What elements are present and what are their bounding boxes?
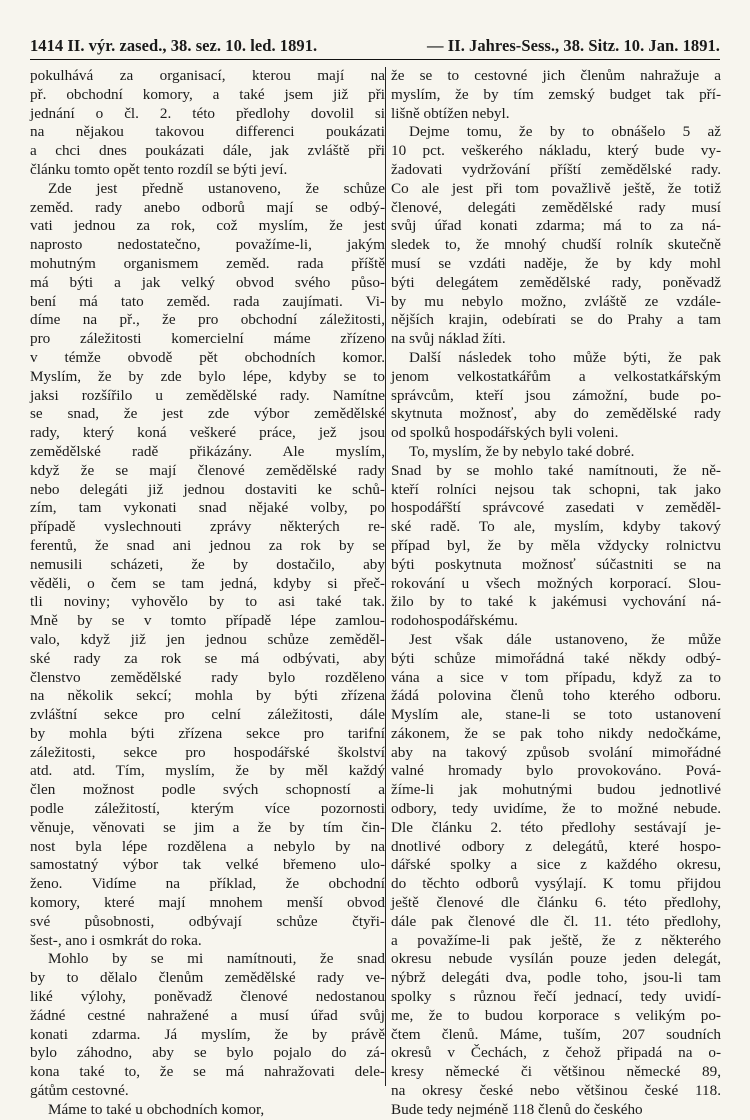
text-line: aby na takový způsob svolání mimořádné xyxy=(391,743,721,761)
text-line: rokování u všech možných korporací. Slou- xyxy=(391,574,721,592)
text-line: nějších krajin, odebírati se do Prahy a tam xyxy=(391,311,721,329)
text-line: žíme-li jak mohutnými budou jednotlivé xyxy=(391,781,721,799)
text-line: vána a sice v tom případu, když za to xyxy=(391,668,721,686)
text-line: bylo záhodno, aby se bylo pojalo do zá- xyxy=(30,1044,385,1062)
text-line: okresu nebude vysílán pouze jeden delegát, xyxy=(391,950,721,968)
text-line: Dejme tomu, že by to obnášelo 5 až xyxy=(409,123,721,141)
text-line: gátům cestovné. xyxy=(30,1082,129,1100)
running-header xyxy=(30,30,720,56)
text-line: správcům, kteří jsou zámožní, bude po- xyxy=(391,386,721,404)
text-line: Jest však dále ustanoveno, že může xyxy=(409,630,721,648)
text-line: členové, delegáti zemědělské rady musí xyxy=(391,198,721,216)
text-line: nost byla lépe rozdělena a nebylo by na xyxy=(30,837,385,855)
text-line: Bude tedy nejméně 118 členů do českého xyxy=(391,1100,643,1118)
text-line: Mohlo by se mi namítnouti, že snad xyxy=(48,950,385,968)
text-line: nemusili scházeti, že by dostačilo, aby xyxy=(30,555,385,573)
text-line: ženo. Vidíme na příklad, že obchodní xyxy=(30,875,385,893)
text-line: od spolků hospodářských byli voleni. xyxy=(391,424,619,442)
text-line: skytnuta možnosť, aby do zemědělské rady xyxy=(391,405,721,423)
text-line: se snad, že jest zde výbor zemědělské xyxy=(30,405,385,423)
text-line: ské radě. To ale, myslím, kdyby takový xyxy=(391,518,721,536)
text-line: na okresy české nebo většinou české 118. xyxy=(391,1082,721,1100)
text-line: členstvo zemědělské rady bylo rozděleno xyxy=(30,668,385,686)
text-line: věnuje, věnovati se jim a že by tím čin- xyxy=(30,818,385,836)
text-line: býti poskytnuta možnosť súčastniti se na xyxy=(391,555,721,573)
text-line: kteří rolníci nejsou tak schopni, tak jako xyxy=(391,480,721,498)
text-line: ještě členové dle článku 6. této předlohy, xyxy=(391,894,721,912)
text-line: ferentů, že snad ani jednou za rok by se xyxy=(30,536,385,554)
text-line: nýbrž delegáti dva, podle toho, jsou-li tam xyxy=(391,969,721,987)
text-line: sledek to, že mnohý chudší rolník skutečně xyxy=(391,236,721,254)
text-line: případě vyslechnouti zprávy některých re- xyxy=(30,518,385,536)
text-line: valné hromady bylo provokováno. Pová- xyxy=(391,762,721,780)
text-line: kresy německé či většinou německé 89, xyxy=(391,1063,721,1081)
text-line: čtem členů. Máme, tuším, 207 soudních xyxy=(391,1025,721,1043)
text-line: zákonem, že se pak toho nikdy nedočkáme, xyxy=(391,724,721,742)
text-line: samostatný výbor tak velké břemeno ulo- xyxy=(30,856,385,874)
text-line: žilo by to také k jakémusi vychování ná- xyxy=(391,593,721,611)
text-line: na nějakou takovou differenci poukázati xyxy=(30,123,385,141)
text-line: by mohla býti zřízena sekce pro tarifní xyxy=(30,724,385,742)
text-line: jednání o čl. 2. této předlohy dovolil si xyxy=(30,104,385,122)
text-line: dářské spolky a sice z každého okresu, xyxy=(391,856,721,874)
text-line: musí se vzdáti naděje, že by kdy mohl xyxy=(391,254,721,272)
text-line: na svůj náklad žíti. xyxy=(391,330,506,348)
text-line: lišně obtížen nebyl. xyxy=(391,104,510,122)
text-line: rady, který koná veškeré práce, jež jsou xyxy=(30,424,385,442)
text-line: býti delegátem zemědělské rady, poněvadž xyxy=(391,273,721,291)
text-line: pro záležitosti komercielní máme zřízeno xyxy=(30,330,385,348)
text-line: zeměd. rady anebo odborů mají se odbý- xyxy=(30,198,385,216)
text-line: dále pak členové dle čl. 11. této předlohy, xyxy=(391,912,721,930)
text-line: svůj úřad konati zdarma; má to za ná- xyxy=(391,217,721,235)
text-line: Zde jest předně ustanoveno, že schůze xyxy=(48,179,385,197)
text-line: článku tomto opět tento rozdíl se býti jeví. xyxy=(30,160,288,178)
text-line: Mně by se v tomto případě lépe zamlou- xyxy=(30,612,385,630)
text-line: případ byl, že by měla vždycky rolnictvu xyxy=(391,536,721,554)
text-line: kona také to, že se má nahražovati dele- xyxy=(30,1063,385,1081)
text-line: když že se mají členové zemědělské rady xyxy=(30,461,385,479)
text-line: zím, tam vykonati snad nějaké volby, po xyxy=(30,499,385,517)
text-line: záležitosti, sekce pro hospodářské školství xyxy=(30,743,385,761)
text-line: komory, které mají mnohem menší obvod xyxy=(30,894,385,912)
text-line: nebo delegáti již jednou dostaviti ke schů- xyxy=(30,480,385,498)
text-line: do těchto odborů vysýlají. K tomu přijdou xyxy=(391,875,721,893)
text-line: př. obchodní komory, a také jsem již při xyxy=(30,85,385,103)
text-line: naprosto nedostatečno, považíme-li, jakým xyxy=(30,236,385,254)
text-line: v témže obvodě pět obchodních komor. xyxy=(30,348,385,366)
text-line: liké výlohy, poněvadž členové nedostanou xyxy=(30,988,385,1006)
text-line: rodohospodářskému. xyxy=(391,612,518,630)
text-line: Snad by se mohlo také namítnouti, že ně- xyxy=(391,461,721,479)
right-column xyxy=(391,67,721,1120)
text-line: své působnosti, odbývají schůze čtyři- xyxy=(30,912,385,930)
text-line: a považíme-li pak ještě, že z některého xyxy=(391,931,721,949)
text-line: jenom velkostatkářům a velkostatkářským xyxy=(391,367,721,385)
text-line: spolky s různou řečí jednací, tedy uvidí- xyxy=(391,988,721,1006)
header-center: — II. Jahres-Sess., 38. Sitz. 10. Jan. 1891. xyxy=(427,36,720,55)
text-line: věděli, o čem se tam jedná, kdyby si přeč- xyxy=(30,574,385,592)
text-line: zemědělské radě přikázány. Ale myslím, xyxy=(30,442,385,460)
text-line: 10 pct. veškerého nákladu, který bude vy- xyxy=(391,142,721,160)
text-line: me, že to budou korporace s velikým po- xyxy=(391,1006,721,1024)
text-line: šest-, ano i osmkrát do roka. xyxy=(30,931,202,949)
text-line: podle záležitostí, kterým více pozornosti xyxy=(30,800,385,818)
text-line: člen možnost podle svých schopností a xyxy=(30,781,385,799)
text-line: okresů v Čechách, z čehož připadá na o- xyxy=(391,1044,721,1062)
text-line: jaksi rozšířilo u zemědělské rady. Namítne xyxy=(30,386,385,404)
text-line: by to dělalo členům zemědělské rady ve- xyxy=(30,969,385,987)
text-line: díme na př., že pro obchodní záležitosti, xyxy=(30,311,385,329)
text-line: mohutným organismem zeměd. rada příště xyxy=(30,254,385,272)
text-line: a chci dnes poukázati dále, jak zvláště při xyxy=(30,142,385,160)
text-line: žádné cestné nahražené a musí úřad svůj xyxy=(30,1006,385,1024)
text-line: žádá polovina členů toho kterého odboru. xyxy=(391,687,721,705)
text-line: Myslím ale, stane-li se toto ustanovení xyxy=(391,706,721,724)
text-line: by mu nebylo možno, zvláště ze vzdále- xyxy=(391,292,721,310)
text-line: odbory, tedy uvidíme, že to možné nebude. xyxy=(391,800,721,818)
text-line: na několik sekcí; mohla by býti zřízena xyxy=(30,687,385,705)
text-line: zvláštní sekce pro celní záležitosti, dále xyxy=(30,706,385,724)
text-line: atd. atd. Tím, myslím, že by měl každý xyxy=(30,762,385,780)
text-line: Dle článku 2. této předlohy sestávají je- xyxy=(391,818,721,836)
text-line: má býti a jak velký obvod svého půso- xyxy=(30,273,385,291)
text-line: Myslím, že by zde bylo lépe, kdyby se to xyxy=(30,367,385,385)
text-line: tli noviny; vyhovělo by to asi také tak. xyxy=(30,593,385,611)
text-line: myslím, že by tím zemský budget tak pří- xyxy=(391,85,721,103)
text-line: pokulhává za organisací, kterou mají na xyxy=(30,67,385,84)
text-line: konati zdarma. Já myslím, že by právě xyxy=(30,1025,385,1043)
text-line: Máme to také u obchodních komor, xyxy=(48,1100,265,1118)
text-line: valo, když již jen jednou schůze zeměděl- xyxy=(30,630,385,648)
left-column xyxy=(30,67,385,1120)
header-left: 1414 II. výr. zased., 38. sez. 10. led. 1891. xyxy=(30,36,318,55)
text-line: hospodářští správcové zasedati v zeměděl- xyxy=(391,499,721,517)
text-line: býti schůze mimořádná také někdy odbý- xyxy=(391,649,721,667)
text-line: Další následek toho může býti, že pak xyxy=(409,348,721,366)
text-line: Co ale jest při tom považlivě ještě, že totiž xyxy=(391,179,721,197)
text-line: žadovati vydržování příští zemědělské rady. xyxy=(391,160,721,178)
text-line: dnotlivé odbory z delegátů, které hospo- xyxy=(391,837,721,855)
header-rule xyxy=(30,59,720,60)
column-divider xyxy=(385,67,386,1086)
text-line: To, myslím, že by nebylo také dobré. xyxy=(409,442,635,460)
text-line: vati jednou za rok, což myslím, že jest xyxy=(30,217,385,235)
text-line: že se to cestovné jich členům nahražuje a xyxy=(391,67,721,84)
text-line: ské rady za rok se má odbývati, aby xyxy=(30,649,385,667)
text-line: bení má tato zeměd. rada zaujímati. Vi- xyxy=(30,292,385,310)
